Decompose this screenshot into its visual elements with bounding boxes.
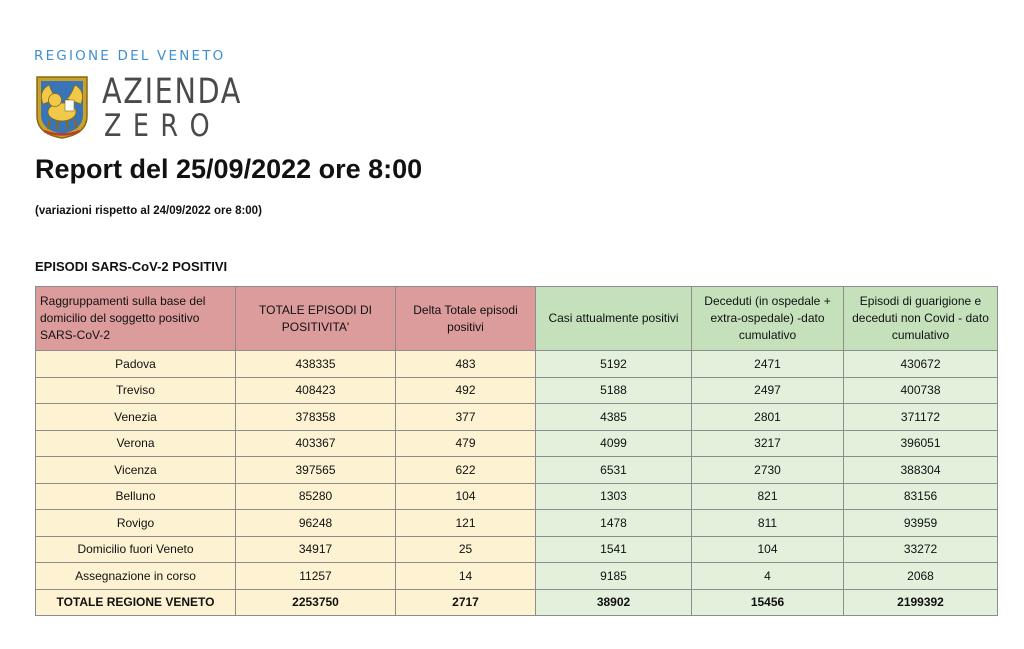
cell-deceduti: 15456 (692, 589, 844, 616)
cell-attuali: 1303 (536, 483, 692, 510)
cell-delta: 14 (396, 563, 536, 590)
cell-area: Padova (36, 351, 236, 378)
table-row (36, 430, 998, 457)
cell-totale: 34917 (236, 536, 396, 563)
cell-guarigioni: 2068 (844, 563, 998, 590)
cell-deceduti: 3217 (692, 430, 844, 457)
cell-delta: 121 (396, 510, 536, 537)
cell-area: TOTALE REGIONE VENETO (36, 589, 236, 616)
table-total-row (36, 589, 998, 616)
header-totale-episodi: TOTALE EPISODI DI POSITIVITA' (236, 287, 396, 351)
table-row (36, 404, 998, 431)
header-guarigioni: Episodi di guarigione e deceduti non Covid - dato cumulativo (844, 287, 998, 351)
cell-area: Domicilio fuori Veneto (36, 536, 236, 563)
cell-totale: 438335 (236, 351, 396, 378)
table-header-row (36, 287, 998, 351)
header-delta-totale: Delta Totale episodi positivi (396, 287, 536, 351)
header-casi-attuali: Casi attualmente positivi (536, 287, 692, 351)
cell-totale: 403367 (236, 430, 396, 457)
cell-area: Venezia (36, 404, 236, 431)
cell-totale: 2253750 (236, 589, 396, 616)
cell-attuali: 5192 (536, 351, 692, 378)
table-row (36, 510, 998, 537)
cell-area: Rovigo (36, 510, 236, 537)
cell-attuali: 1541 (536, 536, 692, 563)
cell-area: Belluno (36, 483, 236, 510)
cell-area: Assegnazione in corso (36, 563, 236, 590)
cell-deceduti: 104 (692, 536, 844, 563)
cell-guarigioni: 93959 (844, 510, 998, 537)
table-row (36, 351, 998, 378)
cell-attuali: 1478 (536, 510, 692, 537)
cell-area: Vicenza (36, 457, 236, 484)
cell-attuali: 5188 (536, 377, 692, 404)
header-deceduti: Deceduti (in ospedale + extra-ospedale) -dato cumulativo (692, 287, 844, 351)
logo-zero-text: ZERO (104, 108, 222, 144)
table-row (36, 563, 998, 590)
logo-region-text: REGIONE DEL VENETO (34, 48, 226, 64)
cell-guarigioni: 430672 (844, 351, 998, 378)
cell-guarigioni: 388304 (844, 457, 998, 484)
cell-deceduti: 2730 (692, 457, 844, 484)
cell-delta: 622 (396, 457, 536, 484)
cell-guarigioni: 83156 (844, 483, 998, 510)
cell-guarigioni: 2199392 (844, 589, 998, 616)
cell-delta: 492 (396, 377, 536, 404)
report-title: Report del 25/09/2022 ore 8:00 (35, 154, 423, 184)
cell-deceduti: 2471 (692, 351, 844, 378)
cell-attuali: 4385 (536, 404, 692, 431)
table-row (36, 536, 998, 563)
cell-totale: 85280 (236, 483, 396, 510)
cell-attuali: 4099 (536, 430, 692, 457)
cell-delta: 104 (396, 483, 536, 510)
cell-guarigioni: 33272 (844, 536, 998, 563)
cell-delta: 2717 (396, 589, 536, 616)
cell-delta: 479 (396, 430, 536, 457)
header-raggruppamenti: Raggruppamenti sulla base del domicilio del soggetto positivo SARS-CoV-2 (36, 287, 236, 351)
logo-azienda-text: AZIENDA (102, 72, 243, 112)
cell-deceduti: 2801 (692, 404, 844, 431)
cell-attuali: 38902 (536, 589, 692, 616)
cell-guarigioni: 371172 (844, 404, 998, 431)
cell-delta: 25 (396, 536, 536, 563)
positives-table (35, 286, 998, 616)
lion-of-st-mark-seal-icon (34, 74, 90, 140)
cell-totale: 378358 (236, 404, 396, 431)
cell-deceduti: 811 (692, 510, 844, 537)
cell-guarigioni: 396051 (844, 430, 998, 457)
azienda-zero-logo (34, 46, 243, 146)
report-subtitle: (variazioni rispetto al 24/09/2022 ore 8:00) (35, 205, 262, 217)
table-row (36, 483, 998, 510)
cell-delta: 377 (396, 404, 536, 431)
cell-attuali: 9185 (536, 563, 692, 590)
table-row (36, 377, 998, 404)
cell-totale: 397565 (236, 457, 396, 484)
cell-area: Treviso (36, 377, 236, 404)
section-heading: EPISODI SARS-CoV-2 POSITIVI (35, 259, 228, 274)
cell-deceduti: 2497 (692, 377, 844, 404)
cell-attuali: 6531 (536, 457, 692, 484)
cell-deceduti: 4 (692, 563, 844, 590)
cell-totale: 408423 (236, 377, 396, 404)
cell-area: Verona (36, 430, 236, 457)
table-row (36, 457, 998, 484)
cell-guarigioni: 400738 (844, 377, 998, 404)
cell-totale: 96248 (236, 510, 396, 537)
cell-totale: 11257 (236, 563, 396, 590)
cell-delta: 483 (396, 351, 536, 378)
cell-deceduti: 821 (692, 483, 844, 510)
